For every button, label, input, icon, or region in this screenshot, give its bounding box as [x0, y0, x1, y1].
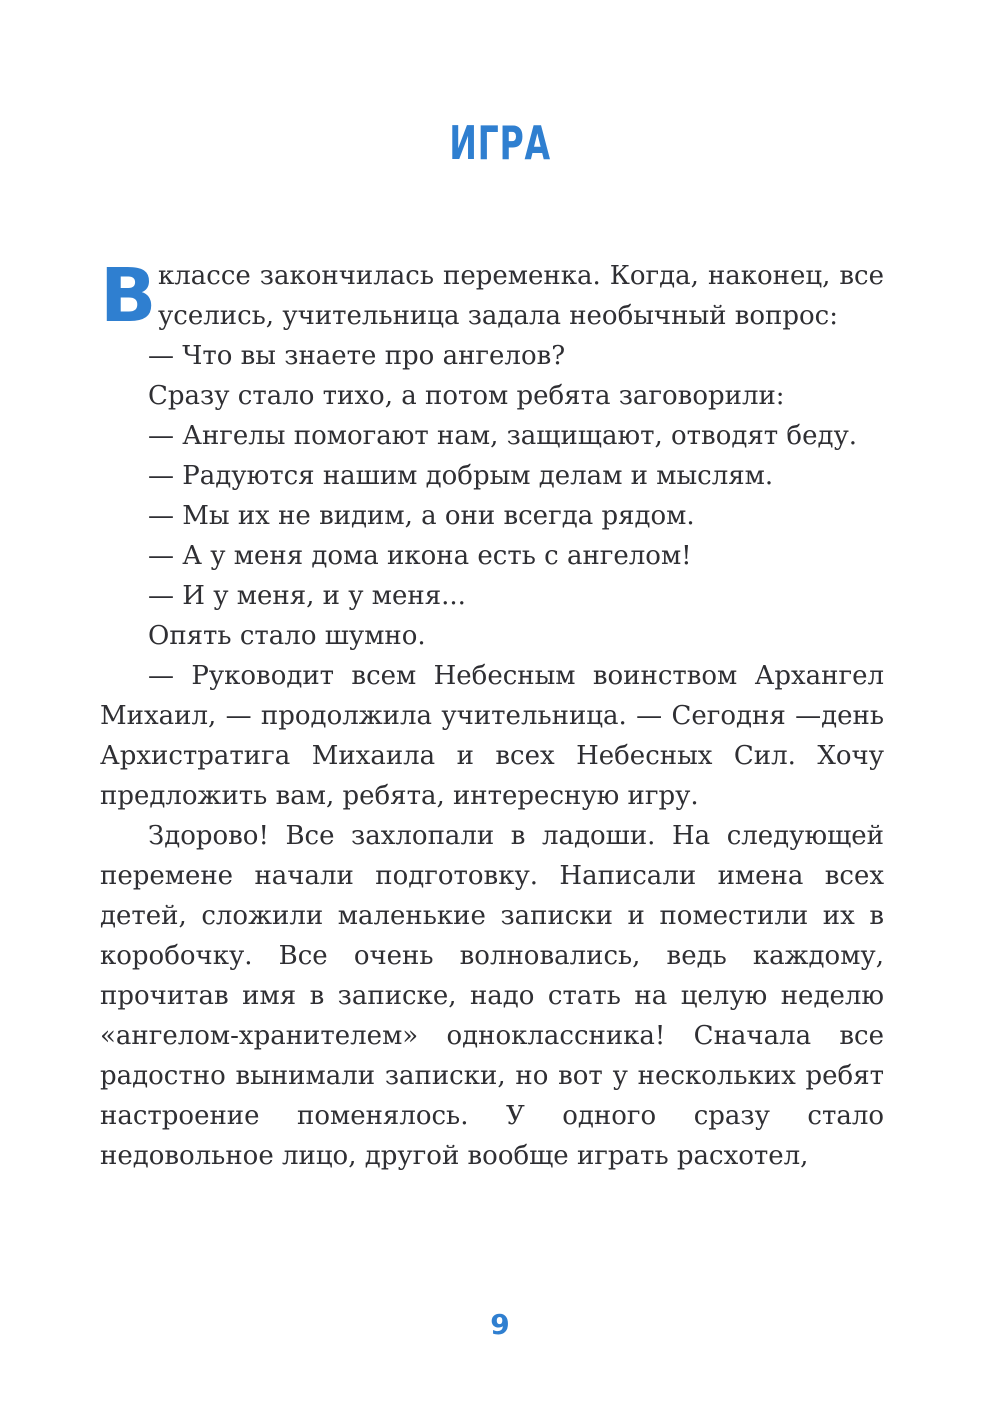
paragraph-5: — Радуются нашим добрым делам и мыслям.	[148, 461, 774, 491]
paragraph-9: Опять стало шумно.	[148, 621, 426, 651]
paragraph-4: — Ангелы помогают нам, защищают, отводят беду.	[148, 421, 858, 451]
paragraph-2: — Что вы знаете про ангелов?	[148, 341, 566, 371]
paragraph-11: Здорово! Все захлопали в ладоши. На следующей перемене начали подготовку. Написали имена всех детей, сложили маленькие записки и поместили их в коробочку. Все очень волновались, ведь каждому, прочитав имя в записке, надо стать на целую неделю «ангелом-хранителем» одноклассника! Сначала все радостно вынимали записки, но вот у нескольких ребят настроение поменялось. У одного сразу стало недовольное лицо, другой вообще играть расхотел,	[100, 821, 884, 1171]
body-text	[100, 253, 884, 1176]
paragraph-1	[100, 253, 884, 339]
chapter-title: ИГРА	[449, 116, 551, 170]
paragraph-7: — А у меня дома икона есть с ангелом!	[148, 541, 692, 571]
paragraph-3: Сразу стало тихо, а потом ребята заговорили:	[148, 381, 785, 411]
drop-cap: В	[100, 253, 157, 339]
page-number: 9	[490, 1308, 510, 1341]
paragraph-text: классе закончилась переменка. Когда, наконец, все уселись, учительница задала необычный вопрос:	[158, 261, 884, 331]
paragraph-6: — Мы их не видим, а они всегда рядом.	[148, 501, 695, 531]
paragraph-10: — Руководит всем Небесным воинством Архангел Михаил, — продолжила учительница. — Сегодня —день Архистратига Михаила и всех Небесных Сил. Хочу предложить вам, ребята, интересную игру.	[100, 661, 884, 811]
paragraph-8: — И у меня, и у меня...	[148, 581, 466, 611]
